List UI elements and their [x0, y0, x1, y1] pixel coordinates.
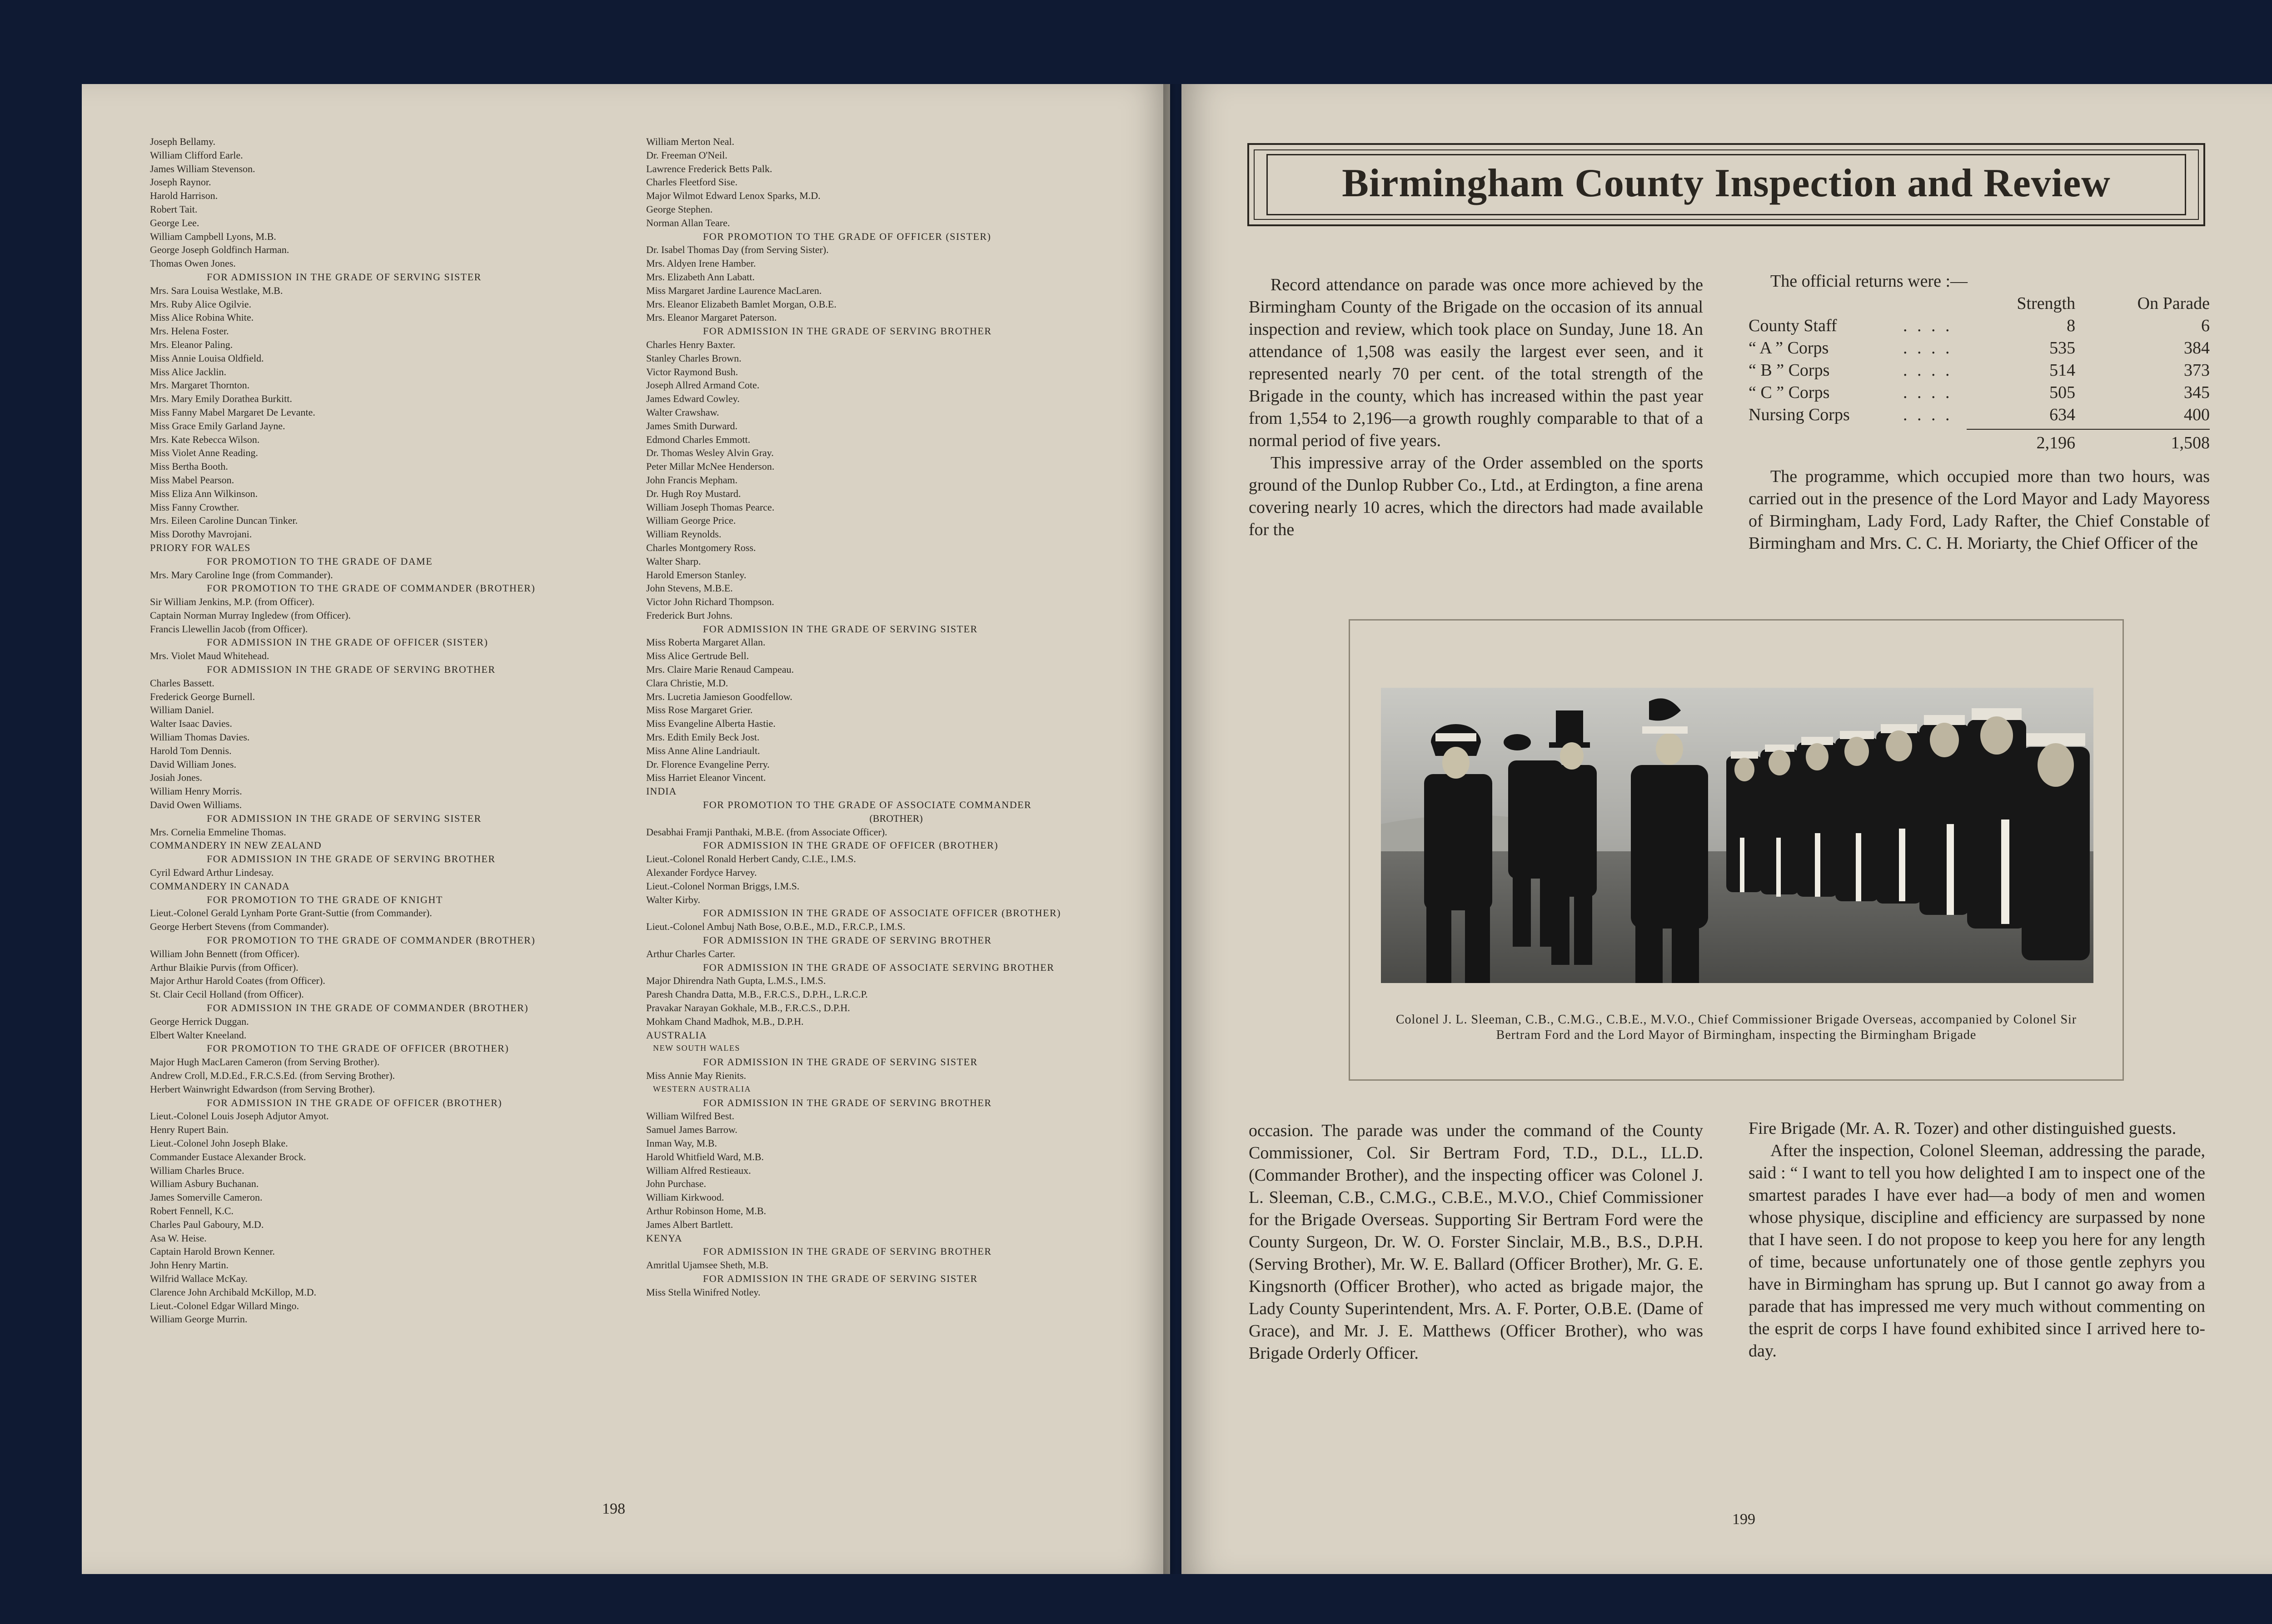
list-entry: Miss Roberta Margaret Allan.	[646, 636, 766, 648]
list-entry: Captain Harold Brown Kenner.	[150, 1246, 275, 1257]
list-entry: Mrs. Sara Louisa Westlake, M.B.	[150, 284, 283, 296]
list-entry: Dr. Florence Evangeline Perry.	[646, 758, 770, 770]
returns-row-leader: . . . .	[1903, 405, 1953, 424]
list-entry: William Charles Bruce.	[150, 1164, 244, 1176]
section-heading: FOR PROMOTION TO THE GRADE OF COMMANDER (BROTHER)	[207, 934, 536, 946]
list-entry: William Kirkwood.	[646, 1192, 724, 1203]
paragraph-5a: Fire Brigade (Mr. A. R. Tozer) and other distinguished guests.	[1749, 1119, 2177, 1138]
list-entry: Mohkam Chand Madhok, M.B., D.P.H.	[646, 1015, 804, 1027]
list-entry: Miss Rose Margaret Grier.	[646, 704, 753, 716]
list-entry: William George Murrin.	[150, 1313, 248, 1325]
page-number-left: 198	[602, 1500, 625, 1517]
returns-row-label: “ A ” Corps	[1749, 338, 1829, 358]
title-frame	[1247, 143, 2205, 226]
list-entry: Walter Sharp.	[646, 555, 701, 567]
returns-row-on-parade: 400	[2184, 405, 2210, 424]
list-entry: Dr. Isabel Thomas Day (from Serving Sister).	[646, 244, 829, 256]
list-entry: Asa W. Heise.	[150, 1232, 207, 1244]
list-entry: John Francis Mepham.	[646, 474, 738, 486]
list-entry: Wilfrid Wallace McKay.	[150, 1272, 248, 1284]
list-entry: William John Bennett (from Officer).	[150, 948, 300, 959]
section-heading: FOR PROMOTION TO THE GRADE OF COMMANDER (BROTHER)	[207, 582, 536, 594]
list-entry: Miss Fanny Crowther.	[150, 501, 239, 513]
section-heading: FOR ADMISSION IN THE GRADE OF SERVING SISTER	[207, 271, 482, 283]
returns-row-on-parade: 373	[2184, 361, 2210, 380]
list-entry: Miss Alice Gertrude Bell.	[646, 650, 749, 662]
list-entry: Mrs. Eleanor Margaret Paterson.	[646, 312, 777, 323]
paragraph-3: The programme, which occupied more than two hours, was carried out in the presence of the Lord Mayor and Lady Mayoress of Birmingham, Lady Ford, Lady Rafter, the Chief Constable of Birmingham and Mrs. C. C. H. Moriarty, the Chief Officer of the	[1749, 467, 2210, 553]
list-entry: Clarence John Archibald McKillop, M.D.	[150, 1286, 316, 1298]
list-entry: John Stevens, M.B.E.	[646, 582, 733, 594]
article-title: Birmingham County Inspection and Review	[1342, 161, 2111, 205]
list-entry: Mrs. Eleanor Paling.	[150, 338, 233, 350]
returns-intro: The official returns were :—	[1770, 272, 1968, 291]
section-heading: FOR ADMISSION IN THE GRADE OF OFFICER (BROTHER)	[207, 1097, 503, 1108]
total-strength: 2,196	[2036, 433, 2076, 452]
list-entry: Clara Christie, M.D.	[646, 677, 728, 689]
total-on-parade: 1,508	[2171, 433, 2210, 452]
list-entry: William George Price.	[646, 515, 736, 526]
list-entry: James Albert Bartlett.	[646, 1218, 733, 1230]
list-entry: Miss Alice Jacklin.	[150, 366, 227, 377]
right-page	[1181, 84, 2272, 1574]
section-heading: FOR ADMISSION IN THE GRADE OF ASSOCIATE SERVING BROTHER	[703, 961, 1055, 973]
list-entry: Dr. Freeman O'Neil.	[646, 149, 727, 161]
list-entry: Miss Violet Anne Reading.	[150, 447, 258, 459]
list-entry: William Clifford Earle.	[150, 149, 243, 161]
list-entry: Joseph Raynor.	[150, 176, 211, 188]
list-entry: John Henry Martin.	[150, 1259, 229, 1271]
list-entry: Mrs. Elizabeth Ann Labatt.	[646, 271, 755, 283]
list-entry: Miss Annie May Rienits.	[646, 1069, 747, 1081]
list-entry: James William Stevenson.	[150, 163, 255, 174]
list-entry: Mrs. Mary Emily Dorathea Burkitt.	[150, 393, 292, 405]
section-heading: FOR ADMISSION IN THE GRADE OF SERVING BROTHER	[703, 934, 992, 946]
list-entry: Victor Raymond Bush.	[646, 366, 738, 377]
returns-row	[1749, 359, 2210, 382]
list-entry: Major Arthur Harold Coates (from Officer).	[150, 975, 325, 987]
list-entry: Major Wilmot Edward Lenox Sparks, M.D.	[646, 190, 821, 202]
header-on-parade: On Parade	[2137, 294, 2210, 313]
returns-row	[1749, 382, 2210, 404]
list-entry: Walter Isaac Davies.	[150, 718, 232, 730]
list-entry: William Daniel.	[150, 704, 214, 716]
returns-row-strength: 8	[2067, 316, 2076, 335]
list-entry: Herbert Wainwright Edwardson (from Serving Brother).	[150, 1083, 375, 1095]
list-entry: Major Dhirendra Nath Gupta, L.M.S., I.M.S.	[646, 975, 826, 987]
list-entry: Pravakar Narayan Gokhale, M.B., F.R.C.S., D.P.H.	[646, 1002, 850, 1013]
list-entry: Lieut.-Colonel John Joseph Blake.	[150, 1137, 288, 1149]
list-entry: Paresh Chandra Datta, M.B., F.R.C.S., D.P.H., L.R.C.P.	[646, 988, 868, 1000]
section-heading: FOR ADMISSION IN THE GRADE OF OFFICER (SISTER)	[207, 636, 488, 648]
list-entry: Harold Harrison.	[150, 190, 218, 202]
returns-row-on-parade: 6	[2201, 316, 2210, 335]
list-entry: William Asbury Buchanan.	[150, 1178, 259, 1190]
list-entry: Mrs. Helena Foster.	[150, 325, 229, 337]
list-entry: Andrew Croll, M.D.Ed., F.R.C.S.Ed. (from Serving Brother).	[150, 1069, 395, 1081]
list-entry: Samuel James Barrow.	[646, 1124, 737, 1136]
list-entry: Commander Eustace Alexander Brock.	[150, 1151, 306, 1162]
list-entry: George Stephen.	[646, 203, 713, 215]
list-entry: Miss Fanny Mabel Margaret De Levante.	[150, 406, 315, 418]
section-heading: PRIORY FOR WALES	[150, 541, 251, 553]
list-entry: Charles Bassett.	[150, 677, 214, 689]
list-entry: Walter Crawshaw.	[646, 406, 719, 418]
list-entry: James Edward Cowley.	[646, 393, 740, 405]
list-entry: Mrs. Lucretia Jamieson Goodfellow.	[646, 690, 792, 702]
returns-row-leader: . . . .	[1903, 361, 1953, 380]
list-entry: Arthur Charles Carter.	[646, 948, 736, 959]
list-entry: Miss Harriet Eleanor Vincent.	[646, 772, 766, 784]
article-column-right-top	[1749, 466, 2210, 555]
list-entry: Mrs. Edith Emily Beck Jost.	[646, 731, 760, 743]
list-entry: Lieut.-Colonel Norman Briggs, I.M.S.	[646, 880, 800, 892]
section-heading: FOR ADMISSION IN THE GRADE OF SERVING SISTER	[703, 623, 978, 635]
returns-row-leader: . . . .	[1903, 383, 1953, 402]
list-entry: Mrs. Margaret Thornton.	[150, 379, 250, 391]
list-entry: William Campbell Lyons, M.B.	[150, 230, 276, 242]
section-heading: FOR ADMISSION IN THE GRADE OF SERVING SISTER	[703, 1056, 978, 1068]
list-entry: William Wilfred Best.	[646, 1110, 734, 1122]
returns-row	[1749, 404, 2210, 426]
list-entry: Harold Emerson Stanley.	[646, 569, 747, 581]
list-entry: Arthur Blaikie Purvis (from Officer).	[150, 961, 299, 973]
list-entry: Peter Millar McNee Henderson.	[646, 461, 775, 472]
list-entry: Inman Way, M.B.	[646, 1137, 717, 1149]
section-heading: FOR PROMOTION TO THE GRADE OF OFFICER (SISTER)	[703, 230, 992, 242]
list-entry: Miss Dorothy Mavrojani.	[150, 528, 252, 540]
photo-figure	[1349, 619, 2124, 1081]
list-entry: Cyril Edward Arthur Lindesay.	[150, 867, 274, 879]
section-heading: WESTERN AUSTRALIA	[653, 1084, 751, 1093]
list-entry: Mrs. Mary Caroline Inge (from Commander).	[150, 569, 333, 581]
list-entry: Mrs. Eleanor Elizabeth Bamlet Morgan, O.B.E.	[646, 298, 837, 310]
list-entry: Major Hugh MacLaren Cameron (from Serving Brother).	[150, 1056, 380, 1068]
list-entry: Alexander Fordyce Harvey.	[646, 867, 757, 879]
returns-row-label: “ B ” Corps	[1749, 361, 1830, 380]
list-entry: Mrs. Violet Maud Whitehead.	[150, 650, 269, 662]
section-heading: FOR ADMISSION IN THE GRADE OF ASSOCIATE OFFICER (BROTHER)	[703, 907, 1061, 919]
article-column-right-bottom	[1749, 1117, 2205, 1362]
list-entry: Francis Llewellin Jacob (from Officer).	[150, 623, 308, 635]
list-entry: Miss Margaret Jardine Laurence MacLaren.	[646, 284, 822, 296]
list-entry: Dr. Thomas Wesley Alvin Gray.	[646, 447, 774, 459]
list-entry: Joseph Allred Armand Cote.	[646, 379, 760, 391]
article-column-left-top	[1249, 274, 1703, 541]
returns-row-strength: 535	[2049, 338, 2076, 358]
returns-row-leader: . . . .	[1903, 316, 1953, 335]
list-entry: William Reynolds.	[646, 528, 722, 540]
returns-row-strength: 634	[2049, 405, 2076, 424]
returns-row	[1749, 315, 2210, 337]
list-entry: Lieut.-Colonel Louis Joseph Adjutor Amyot.	[150, 1110, 329, 1122]
list-entry: Robert Tait.	[150, 203, 198, 215]
list-entry: Miss Mabel Pearson.	[150, 474, 234, 486]
section-heading: COMMANDERY IN NEW ZEALAND	[150, 839, 322, 851]
page-number-right: 199	[1732, 1511, 1755, 1528]
article-column-left-bottom	[1249, 1120, 1703, 1365]
returns-row-strength: 514	[2049, 361, 2076, 380]
list-entry: Miss Grace Emily Garland Jayne.	[150, 420, 285, 432]
list-entry: David William Jones.	[150, 758, 236, 770]
section-heading: FOR ADMISSION IN THE GRADE OF SERVING BROTHER	[703, 1246, 992, 1257]
list-entry: William Henry Morris.	[150, 785, 242, 797]
list-entry: Victor John Richard Thompson.	[646, 596, 774, 608]
list-entry: Norman Allan Teare.	[646, 217, 730, 228]
list-entry: Sir William Jenkins, M.P. (from Officer).	[150, 596, 314, 608]
list-entry: Lawrence Frederick Betts Palk.	[646, 163, 772, 174]
section-heading: FOR PROMOTION TO THE GRADE OF KNIGHT	[207, 894, 443, 905]
section-heading: FOR ADMISSION IN THE GRADE OF OFFICER (BROTHER)	[703, 839, 999, 851]
list-entry: Arthur Robinson Home, M.B.	[646, 1205, 766, 1217]
list-entry: George Herbert Stevens (from Commander).	[150, 921, 329, 933]
section-heading: FOR ADMISSION IN THE GRADE OF SERVING SISTER	[207, 812, 482, 824]
section-heading: FOR PROMOTION TO THE GRADE OF OFFICER (BROTHER)	[207, 1043, 509, 1054]
list-entry: Robert Fennell, K.C.	[150, 1205, 234, 1217]
list-entry: Stanley Charles Brown.	[646, 352, 742, 364]
list-entry: George Herrick Duggan.	[150, 1015, 249, 1027]
returns-row-label: County Staff	[1749, 316, 1837, 335]
returns-row-label: “ C ” Corps	[1749, 383, 1830, 402]
section-heading: NEW SOUTH WALES	[653, 1043, 740, 1053]
honours-list-column-a	[150, 135, 673, 1326]
list-entry: Harold Tom Dennis.	[150, 745, 232, 756]
section-heading: FOR ADMISSION IN THE GRADE OF SERVING BROTHER	[703, 325, 992, 337]
list-entry: John Purchase.	[646, 1178, 706, 1190]
returns-row	[1749, 337, 2210, 359]
list-entry: William Alfred Restieaux.	[646, 1164, 751, 1176]
list-entry: Dr. Hugh Roy Mustard.	[646, 487, 741, 499]
list-entry: Lieut.-Colonel Ronald Herbert Candy, C.I.E., I.M.S.	[646, 853, 856, 865]
returns-row-strength: 505	[2049, 383, 2076, 402]
list-entry: William Thomas Davies.	[150, 731, 250, 743]
list-entry: Miss Stella Winifred Notley.	[646, 1286, 761, 1298]
list-entry: Mrs. Aldyen Irene Hamber.	[646, 258, 756, 269]
list-entry: Henry Rupert Bain.	[150, 1124, 229, 1136]
list-entry: Miss Bertha Booth.	[150, 461, 228, 472]
list-entry: Mrs. Eileen Caroline Duncan Tinker.	[150, 515, 298, 526]
list-entry: Joseph Bellamy.	[150, 136, 215, 147]
list-entry: James Smith Durward.	[646, 420, 738, 432]
list-entry: Miss Eliza Ann Wilkinson.	[150, 487, 258, 499]
section-heading: FOR PROMOTION TO THE GRADE OF ASSOCIATE COMMANDER	[703, 799, 1032, 811]
list-entry: William Merton Neal.	[646, 136, 735, 147]
header-strength: Strength	[2017, 294, 2076, 313]
list-entry: Lieut.-Colonel Edgar Willard Mingo.	[150, 1300, 299, 1311]
list-entry: Charles Paul Gaboury, M.D.	[150, 1218, 264, 1230]
list-entry: Charles Henry Baxter.	[646, 338, 736, 350]
list-entry: William Joseph Thomas Pearce.	[646, 501, 775, 513]
list-entry: Lieut.-Colonel Ambuj Nath Bose, O.B.E., M.D., F.R.C.P., I.M.S.	[646, 921, 906, 933]
list-entry: Miss Alice Robina White.	[150, 312, 254, 323]
official-returns-table	[1749, 270, 2210, 457]
paragraph-1: Record attendance on parade was once more achieved by the Birmingham County of the Brigade on the occasion of its annual inspection and review, which took place on Sunday, June 18. An attendance of 1,508 was easily the largest ever seen, and it represented nearly 70 per cent. of the total strength of the Brigade in the county, which has increased within the past year from 1,554 to 2,196—a growth roughly comparable to that of a normal period of five years.	[1249, 275, 1703, 450]
paragraph-4: occasion. The parade was under the command of the County Commissioner, Col. Sir Bertram Ford, T.D., D.L., LL.D. (Commander Brother), and the inspecting officer was Colonel J. L. Sleeman, C.B., C.M.G., C.B.E., M.V.O., Chief Commissioner for the Brigade Overseas. Supporting Sir Bertram Ford were the County Surgeon, Dr. W. O. Forster Sinclair, M.B., B.S., D.P.H. (Serving Brother), Mr. W. E. Ballard (Officer Brother), Mr. G. E. Kingsnorth (Officer Brother), who acted as brigade major, the Lady County Superintendent, Mrs. A. F. Porter, O.B.E. (Dame of Grace), and Mr. J. E. Matthews (Officer Brother), who was Brigade Orderly Officer.	[1249, 1121, 1703, 1363]
section-heading: (BROTHER)	[869, 812, 923, 824]
list-entry: Lieut.-Colonel Gerald Lynham Porte Grant-Suttie (from Commander).	[150, 907, 432, 919]
list-entry: Charles Fleetford Sise.	[646, 176, 738, 188]
honours-list-column-b	[646, 135, 1146, 1299]
list-entry: Mrs. Ruby Alice Ogilvie.	[150, 298, 252, 310]
list-entry: James Somerville Cameron.	[150, 1192, 263, 1203]
section-heading: FOR ADMISSION IN THE GRADE OF SERVING BROTHER	[207, 664, 496, 675]
returns-row-on-parade: 345	[2184, 383, 2210, 402]
section-heading: FOR PROMOTION TO THE GRADE OF DAME	[207, 555, 433, 567]
list-entry: Harold Whitfield Ward, M.B.	[646, 1151, 764, 1162]
section-heading: FOR ADMISSION IN THE GRADE OF SERVING SISTER	[703, 1272, 978, 1284]
paragraph-2: This impressive array of the Order assembled on the sports ground of the Dunlop Rubber Co., Ltd., at Erdington, a fine arena covering nearly 10 acres, which the directors had made available for the	[1249, 453, 1703, 539]
list-entry: David Owen Williams.	[150, 799, 242, 811]
returns-row-on-parade: 384	[2184, 338, 2210, 358]
section-heading: INDIA	[646, 785, 677, 797]
section-heading: COMMANDERY IN CANADA	[150, 880, 290, 892]
list-entry: Miss Evangeline Alberta Hastie.	[646, 718, 776, 730]
list-entry: Amritlal Ujamsee Sheth, M.B.	[646, 1259, 768, 1271]
list-entry: Thomas Owen Jones.	[150, 258, 236, 269]
section-heading: FOR ADMISSION IN THE GRADE OF SERVING BROTHER	[207, 853, 496, 865]
section-heading: KENYA	[646, 1232, 683, 1244]
paragraph-5b: After the inspection, Colonel Sleeman, addressing the parade, said : “ I want to tell you how delighted I am to inspect one of the smartest parades I have ever had—a body of men and women whose physique, discipline and efficiency are surpassed by none that I have seen. I do not propose to keep you here for any length of time, because unfortunately one of those gentle zephyrs you have in Birmingham has sprung up. But I cannot go away from a parade that has impressed me very much without commenting on the esprit de corps I have found exhibited since I arrived here to-day.	[1749, 1141, 2205, 1361]
list-entry: Miss Anne Aline Landriault.	[646, 745, 760, 756]
list-entry: George Joseph Goldfinch Harman.	[150, 244, 289, 256]
list-entry: Captain Norman Murray Ingledew (from Officer).	[150, 609, 351, 621]
list-entry: Mrs. Cornelia Emmeline Thomas.	[150, 826, 286, 838]
list-entry: Miss Annie Louisa Oldfield.	[150, 352, 264, 364]
list-entry: Josiah Jones.	[150, 772, 202, 784]
section-heading: AUSTRALIA	[646, 1029, 707, 1041]
left-page	[82, 84, 1170, 1574]
returns-row-leader: . . . .	[1903, 338, 1953, 358]
list-entry: Edmond Charles Emmott.	[646, 433, 751, 445]
list-entry: Frederick George Burnell.	[150, 690, 255, 702]
list-entry: Mrs. Kate Rebecca Wilson.	[150, 433, 260, 445]
returns-row-label: Nursing Corps	[1749, 405, 1850, 424]
list-entry: St. Clair Cecil Holland (from Officer).	[150, 988, 304, 1000]
list-entry: Walter Kirby.	[646, 894, 700, 905]
list-entry: Charles Montgomery Ross.	[646, 541, 756, 553]
list-entry: Elbert Walter Kneeland.	[150, 1029, 247, 1041]
list-entry: George Lee.	[150, 217, 199, 228]
list-entry: Desabhai Framji Panthaki, M.B.E. (from Associate Officer).	[646, 826, 887, 838]
photo-caption: Colonel J. L. Sleeman, C.B., C.M.G., C.B.E., M.V.O., Chief Commissioner Brigade Overseas, accompanied by Colonel Sir Bertram Ford and the Lord Mayor of Birmingham, inspecting the Birmingham Brigade	[1395, 1013, 2077, 1042]
list-entry: Mrs. Claire Marie Renaud Campeau.	[646, 664, 794, 675]
section-heading: FOR ADMISSION IN THE GRADE OF SERVING BROTHER	[703, 1097, 992, 1108]
inspection-photograph	[1381, 688, 2093, 983]
section-heading: FOR ADMISSION IN THE GRADE OF COMMANDER (BROTHER)	[207, 1002, 529, 1013]
list-entry: Frederick Burt Johns.	[646, 609, 733, 621]
